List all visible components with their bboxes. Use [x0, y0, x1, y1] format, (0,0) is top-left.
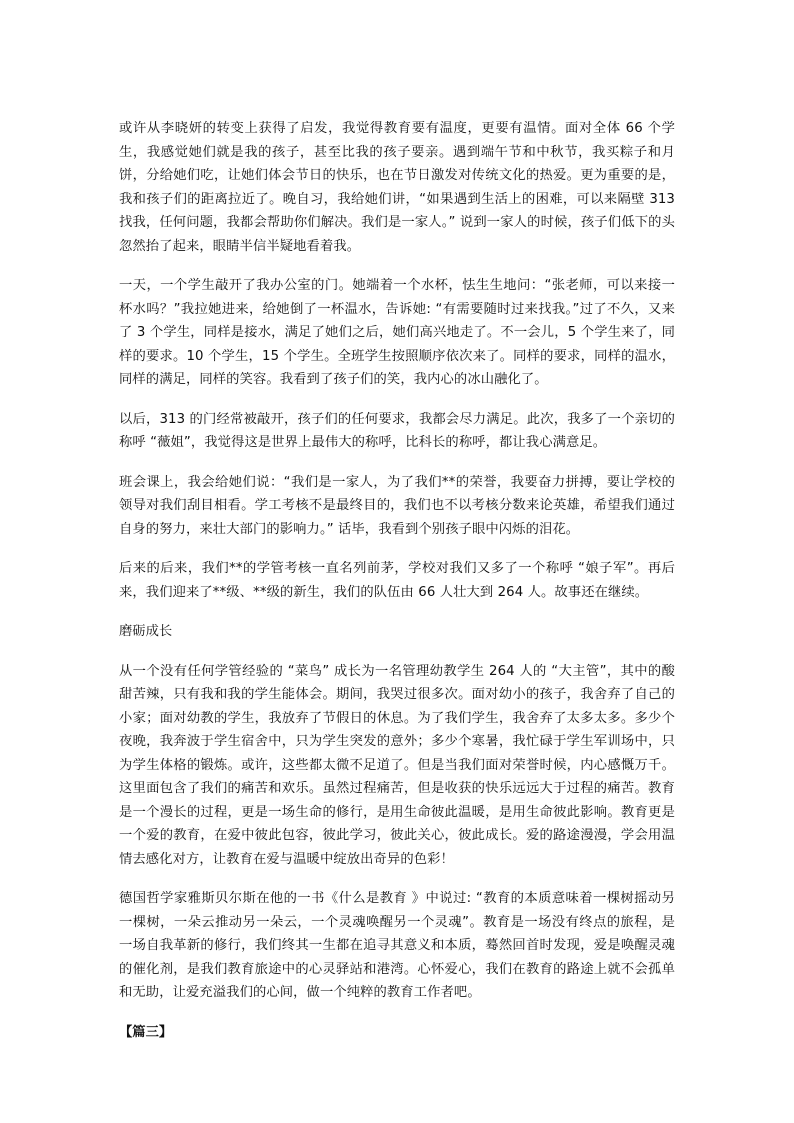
document-page — [119, 117, 675, 1044]
paragraph-gap — [119, 644, 675, 660]
paragraph-5: 后来的后来，我们**的学管考核一直名列前茅，学校对我们又多了一个称呼 “娘子军”。再后来，我们迎来了**级、**级的新生，我们的队伍由 66 人壮大到 264 人。故事还在继续。 — [119, 561, 675, 600]
paragraph-2: 一天，一个学生敲开了我办公室的门。她端着一个水杯，怯生生地问：“张老师，可以来接一杯水吗？”我拉她进来，给她倒了一杯温水，告诉她: “有需要随时过来找我。”过了不久，又来了 3 个学生，同样是接水，满足了她们之后，她们高兴地走了。不一会儿，5 个学生来了，同样的要求。10 个学生，15 个学生。全班学生按照顺序依次来了。同样的要求，同样的温水，同样的满足，同样的笑容。我看到了孩子们的笑，我内心的冰山融化了。 — [119, 278, 675, 387]
paragraph-gap — [119, 541, 675, 557]
paragraph-gap — [119, 455, 675, 471]
paragraph-7: 德国哲学家雅斯贝尔斯在他的一书《什么是教育 》中说过: “教育的本质意味着一棵树摇动另一棵树，一朵云推动另一朵云，一个灵魂唤醒另一个灵魂”。教育是一场没有终点的旅程，是一场自我革新的修行，我们终其一生都在追寻其意义和本质，蓦然回首时发现，爱是唤醒灵魂的催化剂，是我们教育旅途中的心灵驿站和港湾。心怀爱心，我们在教育的路途上就不会孤单和无助，让爱充溢我们的心间，做一个纯粹的教育工作者吧。 — [119, 891, 675, 1000]
paragraph-4: 班会课上，我会给她们说：“我们是一家人，为了我们**的荣誉，我要奋力拼搏，要让学校的领导对我们刮目相看。学工考核不是最终目的，我们也不以考核分数来论英雄，希望我们通过自身的努力，来壮大部门的影响力。” 话毕，我看到个别孩子眼中闪烁的泪花。 — [119, 474, 675, 537]
section-label: 【篇三】 — [119, 1024, 173, 1040]
paragraph-gap — [119, 871, 675, 887]
paragraph-3: 以后，313 的门经常被敲开，孩子们的任何要求，我都会尽力满足。此次，我多了一个亲切的称呼 “薇姐”，我觉得这是世界上最伟大的称呼，比科长的称呼，都让我心满意足。 — [119, 411, 675, 450]
paragraph-gap — [119, 258, 675, 274]
paragraph-gap — [119, 1005, 675, 1021]
paragraph-gap — [119, 392, 675, 408]
paragraph-1: 或许从李晓妍的转变上获得了启发，我觉得教育要有温度，更要有温情。面对全体 66 个学生，我感觉她们就是我的孩子，甚至比我的孩子要亲。遇到端午节和中秋节，我买粽子和月饼，分给她们吃，让她们体会节日的快乐，也在节日激发对传统文化的热爱。更为重要的是，我和孩子们的距离拉近了。晚自习，我给她们讲，“如果遇到生活上的困难，可以来隔壁 313 找我，任何问题，我都会帮助你们解决。我们是一家人。” 说到一家人的时候，孩子们低下的头忽然抬了起来，眼睛半信半疑地看着我。 — [119, 121, 675, 254]
section-heading: 磨砺成长 — [119, 624, 173, 639]
paragraph-6: 从一个没有任何学管经验的 “菜鸟” 成长为一名管理幼教学生 264 人的 “大主管”，其中的酸甜苦辣，只有我和我的学生能体会。期间，我哭过很多次。面对幼小的孩子，我舍弃了自己的小家；面对幼教的学生，我放弃了节假日的休息。为了我们学生，我舍弃了太多太多。多少个夜晚，我奔波于学生宿舍中，只为学生突发的意外；多少个寒暑，我忙碌于学生军训场中，只为学生体格的锻炼。或许，这些都太微不足道了。但是当我们面对荣誉时候，内心感慨万千。这里面包含了我们的痛苦和欢乐。虽然过程痛苦，但是收获的快乐远远大于过程的痛苦。教育是一个漫长的过程，更是一场生命的修行，是用生命彼此温暖，是用生命彼此影响。教育更是一个爱的教育，在爱中彼此包容，彼此学习，彼此关心，彼此成长。爱的路途漫漫，学会用温情去感化对方，让教育在爱与温暖中绽放出奇异的色彩！ — [119, 663, 675, 867]
paragraph-gap — [119, 604, 675, 620]
